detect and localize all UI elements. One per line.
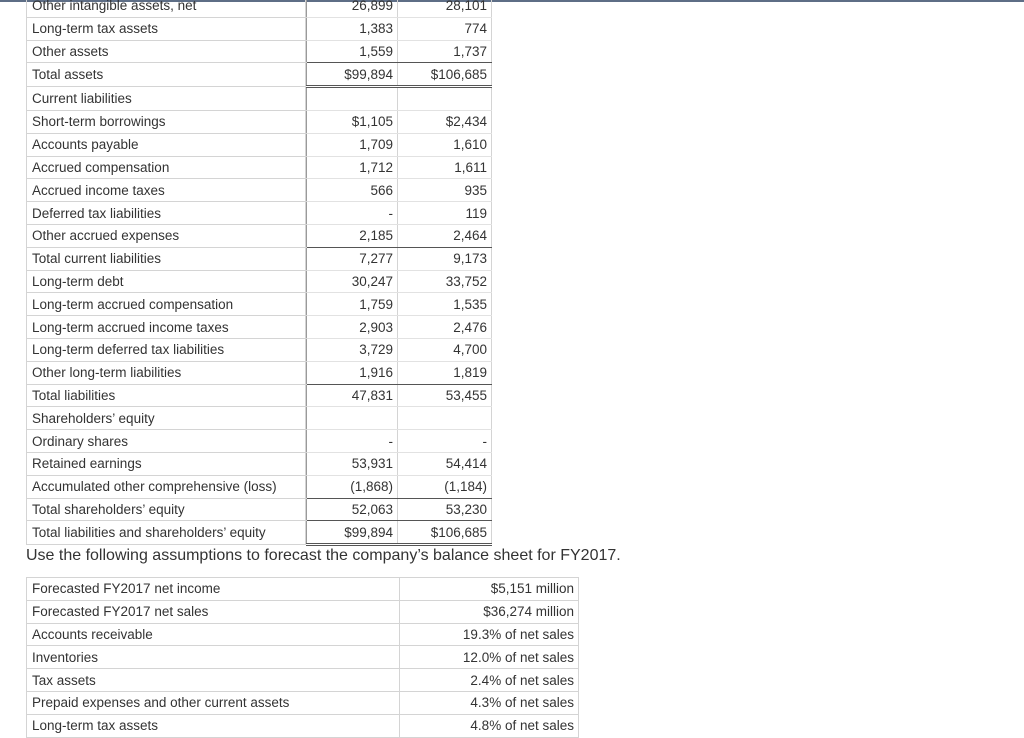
table-row [27,179,492,202]
value-2017: $2,434 [398,110,492,133]
row-label: Long-term accrued income taxes [27,316,306,339]
value-2017: - [398,430,492,453]
assumption-row [27,714,579,737]
table-row [27,87,492,111]
value-2017: 935 [398,179,492,202]
assumption-row [27,669,579,692]
row-label: Total liabilities [27,384,306,407]
value-2017: 1,535 [398,293,492,316]
assumption-row [27,646,579,669]
assumption-row [27,578,579,601]
assumption-value: 4.8% of net sales [400,714,579,737]
table-row [27,224,492,247]
value-2016: 1,709 [307,133,398,156]
value-2017: 4,700 [398,338,492,361]
balance-sheet-table [26,0,492,546]
assumption-label: Forecasted FY2017 net income [27,578,400,601]
value-2017: 119 [398,202,492,225]
value-2016: $99,894 [307,63,398,87]
row-label: Long-term debt [27,270,306,293]
assumption-value: 12.0% of net sales [400,646,579,669]
value-2017: $106,685 [398,521,492,545]
assumption-label: Long-term tax assets [27,714,400,737]
row-label: Other intangible assets, net [27,0,306,17]
value-2017: 2,464 [398,224,492,247]
row-label: Long-term tax assets [27,17,306,40]
row-label: Total liabilities and shareholders’ equity [27,521,306,545]
value-2016: - [307,202,398,225]
value-2017: 774 [398,17,492,40]
instruction-text: Use the following assumptions to forecast the company’s balance sheet for FY2017. [26,547,621,564]
table-row [27,384,492,407]
value-2016: 1,559 [307,40,398,63]
value-2016: 2,185 [307,224,398,247]
value-2017: 53,455 [398,384,492,407]
value-2016 [307,407,398,430]
table-row [27,63,492,87]
value-2017: 9,173 [398,247,492,270]
value-2017: 53,230 [398,498,492,521]
row-label: Deferred tax liabilities [27,202,306,225]
row-label: Other assets [27,40,306,63]
table-row [27,17,492,40]
table-row [27,407,492,430]
value-2017: 54,414 [398,452,492,475]
value-2016: 1,916 [307,361,398,384]
table-row [27,156,492,179]
row-label: Total current liabilities [27,247,306,270]
assumption-label: Tax assets [27,669,400,692]
value-2017: 28,101 [398,0,492,17]
table-row [27,316,492,339]
assumption-label: Prepaid expenses and other current assets [27,691,400,714]
assumption-label: Accounts receivable [27,623,400,646]
row-label: Ordinary shares [27,430,306,453]
row-label: Accrued compensation [27,156,306,179]
table-row [27,452,492,475]
row-label: Long-term deferred tax liabilities [27,338,306,361]
row-label: Current liabilities [27,87,306,111]
assumption-label: Forecasted FY2017 net sales [27,600,400,623]
row-label: Shareholders’ equity [27,407,306,430]
value-2017: 33,752 [398,270,492,293]
table-row [27,521,492,545]
table-row [27,270,492,293]
value-2016: 3,729 [307,338,398,361]
value-2016: 47,831 [307,384,398,407]
value-2016: 1,712 [307,156,398,179]
assumption-value: $5,151 million [400,578,579,601]
value-2016: 7,277 [307,247,398,270]
assumption-value: 19.3% of net sales [400,623,579,646]
assumption-value: 2.4% of net sales [400,669,579,692]
value-2016: 1,383 [307,17,398,40]
value-2016: - [307,430,398,453]
value-2016: $99,894 [307,521,398,545]
assumption-row [27,691,579,714]
value-2016: (1,868) [307,475,398,498]
table-row [27,475,492,498]
table-row [27,40,492,63]
assumption-value: $36,274 million [400,600,579,623]
value-2016 [307,87,398,111]
table-row [27,247,492,270]
table-row [27,133,492,156]
row-label: Accumulated other comprehensive (loss) [27,475,306,498]
row-label: Total assets [27,63,306,87]
value-2017: $106,685 [398,63,492,87]
table-row [27,293,492,316]
row-label: Other long-term liabilities [27,361,306,384]
assumption-label: Inventories [27,646,400,669]
table-row [27,361,492,384]
value-2017 [398,407,492,430]
value-2017: 1,610 [398,133,492,156]
value-2016: 30,247 [307,270,398,293]
assumption-row [27,600,579,623]
value-2016: 53,931 [307,452,398,475]
assumptions-table [26,577,579,738]
value-2016: 566 [307,179,398,202]
value-2016: 52,063 [307,498,398,521]
value-2016: $1,105 [307,110,398,133]
value-2016: 1,759 [307,293,398,316]
table-row [27,498,492,521]
value-2016: 2,903 [307,316,398,339]
assumption-value: 4.3% of net sales [400,691,579,714]
table-row [27,0,492,17]
value-2017: 1,611 [398,156,492,179]
value-2017: 1,737 [398,40,492,63]
table-row [27,110,492,133]
table-row [27,202,492,225]
row-label: Accrued income taxes [27,179,306,202]
row-label: Accounts payable [27,133,306,156]
table-row [27,338,492,361]
row-label: Long-term accrued compensation [27,293,306,316]
table-row [27,430,492,453]
row-label: Other accrued expenses [27,224,306,247]
row-label: Short-term borrowings [27,110,306,133]
value-2017: 1,819 [398,361,492,384]
value-2016: 26,899 [307,0,398,17]
value-2017: (1,184) [398,475,492,498]
row-label: Retained earnings [27,452,306,475]
row-label: Total shareholders’ equity [27,498,306,521]
value-2017: 2,476 [398,316,492,339]
value-2017 [398,87,492,111]
assumption-row [27,623,579,646]
